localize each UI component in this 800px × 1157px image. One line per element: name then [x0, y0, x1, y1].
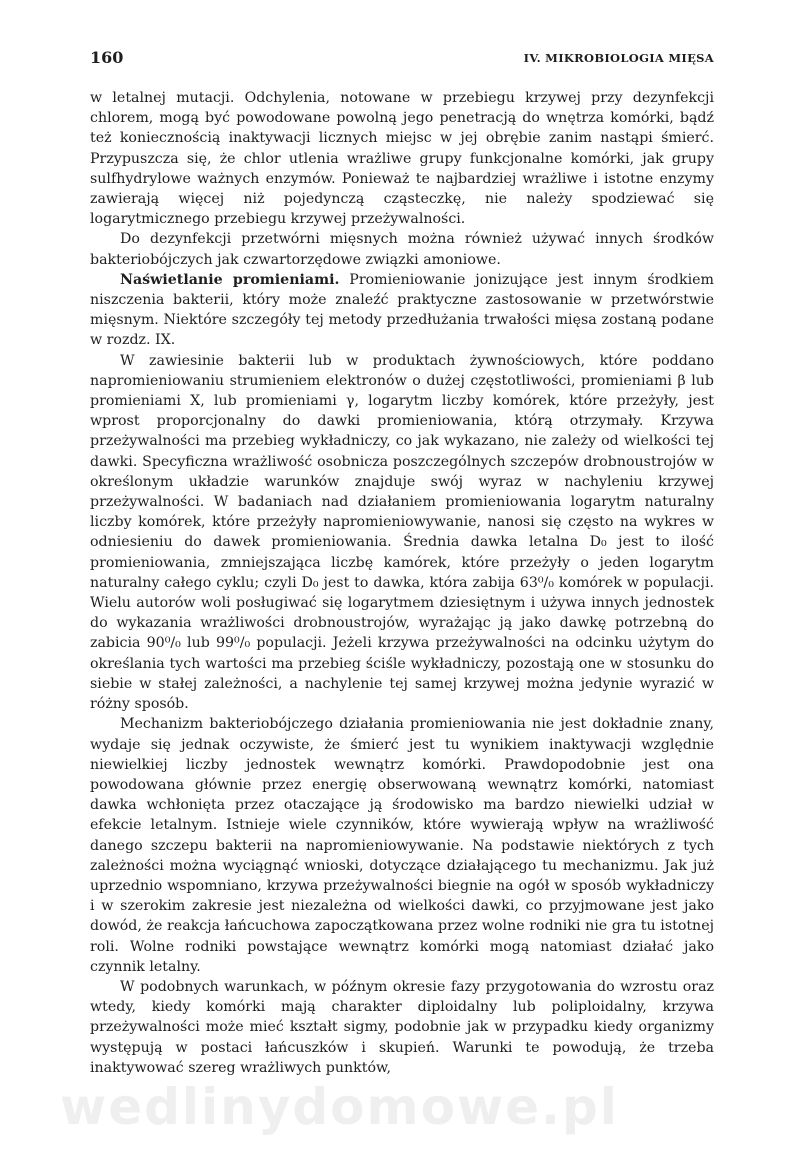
page-number: 160: [90, 48, 124, 67]
watermark: wedlinydomowe.pl: [60, 1078, 619, 1136]
body-text: [90, 88, 714, 1078]
section-heading-irradiation: Naświetlanie promieniami.: [120, 271, 340, 288]
paragraph-irradiation: [90, 270, 714, 351]
paragraph-irradiation-text: Promieniowanie jonizujące jest innym środkiem niszczenia bakterii, który może znaleźć praktyczne zastosowanie w przetwórstwie mięsnym. Niektóre szczegóły tej metody przedłużania trwałości mięsa zostaną podane w rozdz. IX.: [90, 271, 714, 349]
paragraph-disinfection: Do dezynfekcji przetwórni mięsnych można również używać innych środków bakteriobójczych jak czwartorzędowe związki amoniowe.: [90, 231, 714, 268]
paragraph-continuation: w letalnej mutacji. Odchylenia, notowane w przebiegu krzywej przy dezynfekcji chlorem, mogą być powodowane powolną jego penetracją do wnętrza komórki, bądź też koniecznością inaktywacji licznych miejsc w jej obrębie zanim nastąpi śmierć. Przypuszcza się, że chlor utlenia wrażliwe grupy funkcjonalne komórki, jak grupy sulfhydrylowe ważnych enzymów. Ponieważ te najbardziej wrażliwe i istotne enzymy zawierają więcej niż pojedynczą cząsteczkę, nie należy spodziewać się logarytmicznego przebiegu krzywej przeżywalności.: [90, 90, 714, 228]
paragraph-survival-curve: W zawiesinie bakterii lub w produktach żywnościowych, które poddano napromieniowaniu strumieniem elektronów o dużej częstotliwości, promieniami β lub promieniami X, lub promieniami γ, logarytm liczby komórek, które przeżyły, jest wprost proporcjonalny do dawki promieniowania, którą otrzymały. Krzywa przeżywalności ma przebieg wykładniczy, co jak wykazano, nie zależy od wielkości tej dawki. Specyficzna wrażliwość osobnicza poszczególnych szczepów drobnoustrojów w określonym układzie warunków znajduje swój wyraz w nachyleniu krzywej przeżywalności. W badaniach nad działaniem promieniowania logarytm naturalny liczby komórek, które przeżyły napromieniowywanie, nanosi się często na wykres w odniesieniu do dawek promieniowania. Średnia dawka letalna D₀ jest to ilość promieniowania, zmniejszająca liczbę kamórek, które przeżyły o jeden logarytm naturalny całego cyklu; czyli D₀ jest to dawka, która zabija 63⁰/₀ komórek w populacji. Wielu autorów woli posługiwać się logarytmem dziesiętnym i używa innych jednostek do wykazania wrażliwości drobnoustrojów, wyrażając ją jako dawkę potrzebną do zabicia 90⁰/₀ lub 99⁰/₀ populacji. Jeżeli krzywa przeżywalności na odcinku użytym do określania tych wartości ma przebieg ściśle wykładniczy, pozostają one w stosunku do siebie w stałej zależności, a nachylenie tej samej krzywej można jedynie wyrazić w różny sposób.: [90, 352, 714, 713]
paragraph-sigmoid: W podobnych warunkach, w późnym okresie fazy przygotowania do wzrostu oraz wtedy, kiedy komórki mają charakter diploidalny lub poliploidalny, krzywa przeżywalności może mieć kształt sigmy, podobnie jak w przypadku kiedy organizmy występują w postaci łańcuszków i skupień. Warunki te powodują, że trzeba inaktywować szereg wrażliwych punktów,: [90, 978, 714, 1076]
running-head: IV. MIKROBIOLOGIA MIĘSA: [523, 51, 714, 65]
paragraph-mechanism: Mechanizm bakteriobójczego działania promieniowania nie jest dokładnie znany, wydaje się jednak oczywiste, że śmierć jest tu wynikiem inaktywacji względnie niewielkiej liczby jednostek wewnątrz komórki. Prawdopodobnie jest ona powodowana głównie przez energię obserwowaną wewnątrz komórki, natomiast dawka wchłonięta przez otaczające ją środowisko ma bardzo niewielki udział w efekcie letalnym. Istnieje wiele czynników, które wywierają wpływ na wrażliwość danego szczepu bakterii na napromieniowywanie. Na podstawie niektórych z tych zależności można wyciągnąć wnioski, dotyczące działającego tu mechanizmu. Jak już uprzednio wspomniano, krzywa przeżywalności biegnie na ogół w sposób wykładniczy i w szerokim zakresie jest niezależna od wielkości dawki, co przyjmowane jest jako dowód, że reakcja łańcuchowa zapoczątkowana przez wolne rodniki nie gra tu istotnej roli. Wolne rodniki powstające wewnątrz komórki mogą natomiast działać jako czynnik letalny.: [90, 716, 714, 975]
page-header: [90, 48, 714, 72]
